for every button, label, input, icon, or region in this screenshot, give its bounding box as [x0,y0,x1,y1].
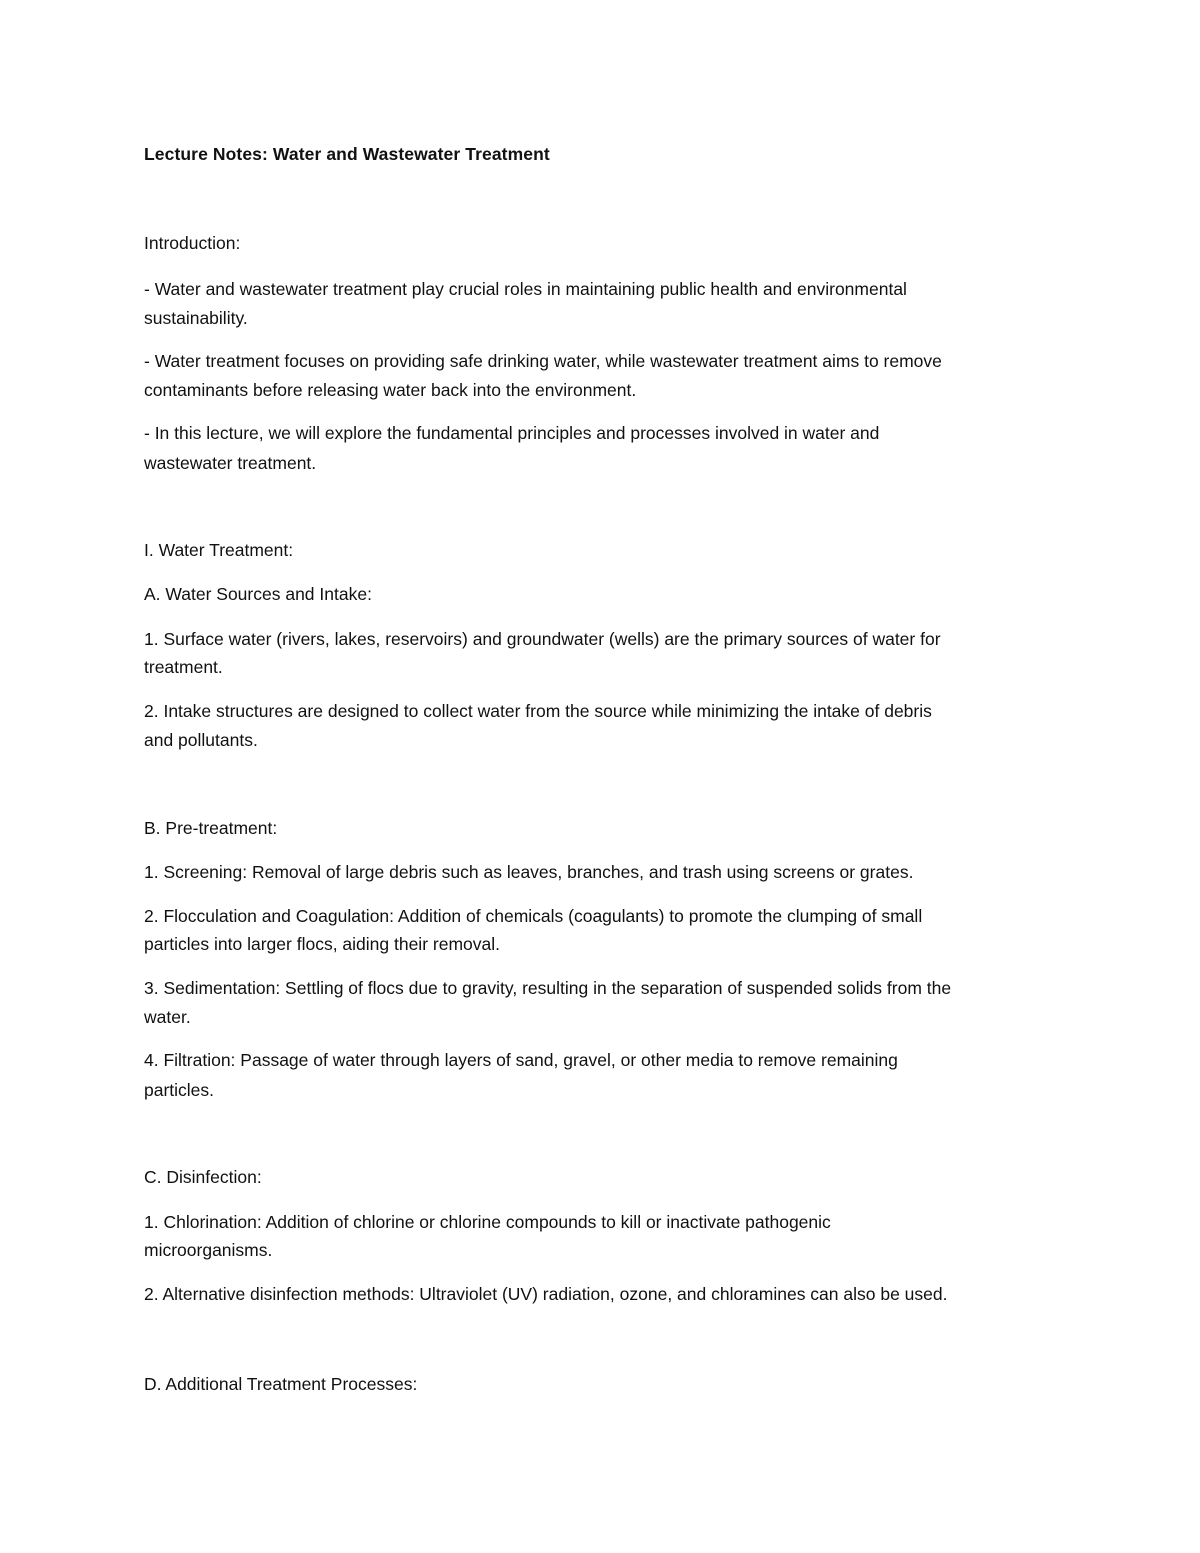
subsection-heading-additional-treatment: D. Additional Treatment Processes: [144,1374,418,1394]
section-heading-water-treatment: I. Water Treatment: [144,540,294,560]
paragraph-line: 2. Alternative disinfection methods: Ultraviolet (UV) radiation, ozone, and chloramines can also be used. [144,1284,948,1304]
paragraph-line: sustainability. [144,308,248,328]
paragraph-line: - Water treatment focuses on providing safe drinking water, while wastewater treatment aims to remove [144,351,942,371]
paragraph-line: wastewater treatment. [144,453,317,473]
paragraph-line: water. [144,1007,191,1027]
subsection-heading-pre-treatment: B. Pre-treatment: [144,818,278,838]
paragraph-line: particles. [144,1080,215,1100]
paragraph-line: - Water and wastewater treatment play crucial roles in maintaining public health and environmental [144,279,907,299]
subsection-heading-disinfection: C. Disinfection: [144,1167,262,1187]
paragraph-line: and pollutants. [144,730,258,750]
paragraph-line: 1. Screening: Removal of large debris such as leaves, branches, and trash using screens or grates. [144,862,914,882]
paragraph-line: - In this lecture, we will explore the fundamental principles and processes involved in water and [144,423,880,443]
paragraph-line: 3. Sedimentation: Settling of flocs due to gravity, resulting in the separation of suspended solids from the [144,978,952,998]
subsection-heading-water-sources: A. Water Sources and Intake: [144,584,372,604]
document-title: Lecture Notes: Water and Wastewater Treatment [144,144,550,164]
paragraph-line: particles into larger flocs, aiding their removal. [144,934,500,954]
paragraph-line: 1. Chlorination: Addition of chlorine or chlorine compounds to kill or inactivate pathogenic [144,1212,831,1232]
paragraph-line: 2. Flocculation and Coagulation: Addition of chemicals (coagulants) to promote the clumping of small [144,906,923,926]
section-heading-introduction: Introduction: [144,233,241,253]
paragraph-line: treatment. [144,657,223,677]
paragraph-line: 4. Filtration: Passage of water through layers of sand, gravel, or other media to remove remaining [144,1050,898,1070]
paragraph-line: 1. Surface water (rivers, lakes, reservoirs) and groundwater (wells) are the primary sources of water for [144,629,941,649]
paragraph-line: 2. Intake structures are designed to collect water from the source while minimizing the intake of debris [144,701,932,721]
paragraph-line: microorganisms. [144,1240,273,1260]
paragraph-line: contaminants before releasing water back into the environment. [144,380,637,400]
